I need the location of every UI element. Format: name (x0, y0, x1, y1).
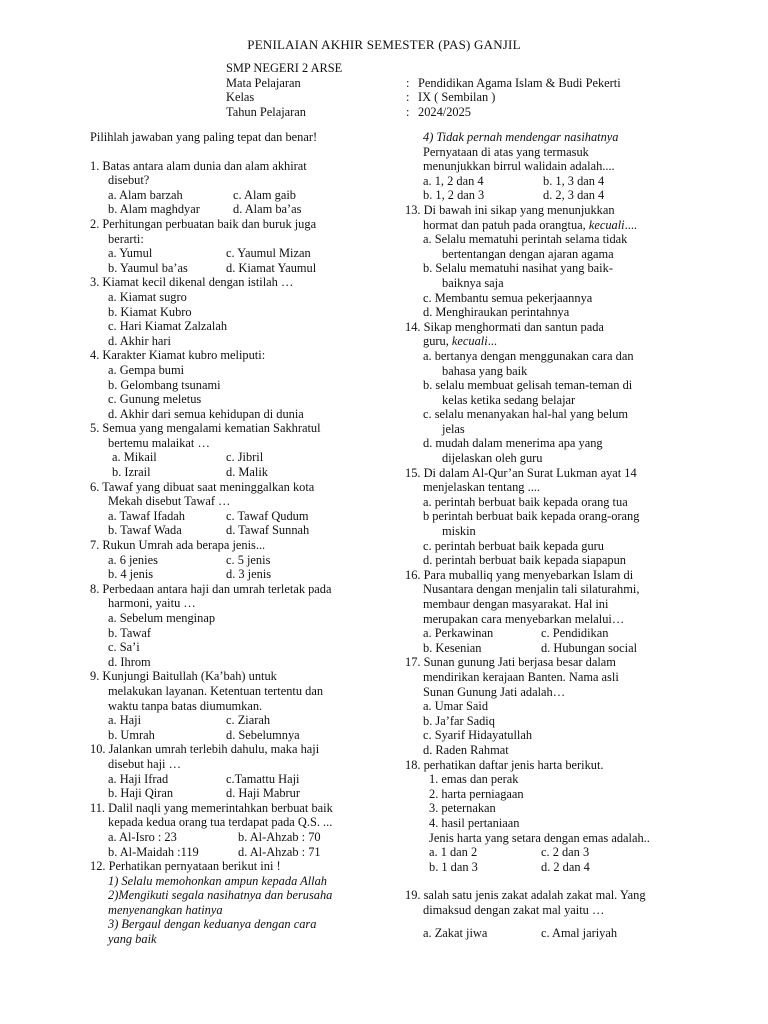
option-d[interactable]: d. Al-Ahzab : 71 (238, 844, 321, 859)
option-b[interactable]: b. Tawaf Wada (108, 523, 182, 538)
question-text (405, 334, 705, 349)
option-c[interactable]: c. Ziarah (226, 713, 271, 728)
option-c[interactable]: c. selalu menanyakan hal-hal yang belum (423, 407, 629, 422)
question-11 (90, 801, 390, 859)
option-c[interactable]: c. perintah berbuat baik kepada guru (423, 538, 604, 553)
statement-2-cont: menyenangkan hatinya (108, 902, 223, 917)
option-a[interactable]: a. Al-Isro : 23 (108, 829, 177, 844)
option-c[interactable]: c. Syarif Hidayatullah (423, 728, 533, 743)
option-row (90, 830, 390, 845)
option-d[interactable]: d. 2 dan 4 (541, 859, 590, 874)
question-text: 4. Karakter Kiamat kubro meliputi: (90, 348, 266, 363)
option-b[interactable]: b. Yaumul ba’as (108, 260, 188, 275)
colon: : (406, 90, 410, 105)
option-b[interactable]: b. selalu membuat gelisah teman-teman di (423, 378, 633, 393)
subject-label: Mata Pelajaran (226, 75, 301, 90)
question-text: melakukan layanan. Ketentuan tertentu dan (108, 683, 324, 698)
option-c[interactable]: c. Pendidikan (541, 626, 609, 641)
option-b[interactable]: b. Umrah (108, 727, 155, 742)
option-c[interactable]: c. Amal jariyah (541, 926, 618, 941)
question-text: bertemu malaikat … (108, 435, 210, 450)
class-label: Kelas (226, 90, 255, 105)
option-c[interactable]: c. Hari Kiamat Zalzalah (108, 319, 228, 334)
option-a[interactable]: a. Umar Said (423, 699, 489, 714)
option-row (405, 641, 705, 656)
option-row (90, 465, 390, 480)
option-b[interactable]: b. Kiamat Kubro (108, 304, 192, 319)
option-c-cont[interactable]: jelas (442, 421, 465, 436)
option-b[interactable]: b. Izrail (112, 465, 151, 480)
question-10 (90, 742, 390, 800)
question-text: 17. Sunan gunung Jati berjasa besar dalam (405, 655, 616, 670)
question-text: 2. Perhitungan perbuatan baik dan buruk juga (90, 216, 317, 231)
question-text-part: ... (487, 334, 497, 349)
option-d[interactable]: d. Alam ba’as (233, 202, 302, 217)
option-b[interactable]: b. Al-Maidah :119 (108, 844, 199, 859)
option-c[interactable]: c. Gunung meletus (108, 392, 202, 407)
question-text: 16. Para muballiq yang menyebarkan Islam di (405, 567, 634, 582)
question-17 (405, 655, 705, 757)
question-text-part: .... (624, 217, 638, 232)
question-18 (405, 758, 705, 875)
option-d[interactable]: d. perintah berbuat baik kepada siapapun (423, 553, 626, 568)
question-text: membaur dengan masyarakat. Hal ini (423, 597, 609, 611)
class-row (226, 90, 706, 105)
option-a[interactable]: a. Yumul (108, 246, 153, 261)
instruction: Pilihlah jawaban yang paling tepat dan benar! (90, 130, 318, 144)
option-d[interactable]: d. Ihrom (108, 654, 151, 669)
question-12 (90, 859, 390, 947)
option-a[interactable]: a. Sebelum menginap (108, 611, 216, 625)
question-15 (405, 466, 705, 568)
option-d[interactable]: d. mudah dalam menerima apa yang (423, 436, 603, 451)
statement-3-cont: yang baik (108, 932, 157, 947)
statement-4: 4) Tidak pernah mendengar nasihatnya (423, 130, 619, 144)
option-c[interactable]: c. Sa’i (108, 640, 140, 655)
option-row (90, 202, 390, 217)
option-d[interactable]: d. Tawaf Sunnah (226, 523, 310, 538)
colon: : (406, 104, 410, 119)
option-c[interactable]: b. 1, 3 dan 4 (543, 173, 605, 188)
school-name-text: SMP NEGERI 2 ARSE (226, 61, 343, 75)
option-a[interactable]: a. Zakat jiwa (423, 926, 488, 941)
option-row (405, 845, 705, 860)
option-row (90, 553, 390, 568)
question-8 (90, 582, 390, 670)
question-6 (90, 480, 390, 538)
option-a[interactable]: a. Kiamat sugro (108, 289, 187, 304)
list-item: 1. emas dan perak (429, 772, 519, 787)
left-column (90, 130, 390, 947)
question-text: 1. Batas antara alam dunia dan alam akhirat (90, 158, 307, 173)
question-text-emphasis: kecuali (451, 334, 488, 349)
option-a[interactable]: a. Alam barzah (108, 187, 183, 202)
option-b[interactable]: b. Haji Qiran (108, 786, 174, 801)
question-text: 19. salah satu jenis zakat adalah zakat mal. Yang (405, 888, 646, 903)
statement-1: 1) Selalu memohonkan ampun kepada Allah (108, 873, 327, 888)
question-text: 8. Perbedaan antara haji dan umrah terletak pada (90, 581, 332, 596)
option-c[interactable]: c. 2 dan 3 (541, 845, 590, 860)
option-c[interactable]: c. 5 jenis (226, 552, 271, 567)
option-c[interactable]: b. Al-Ahzab : 70 (238, 829, 321, 844)
question-text: harmoni, yaitu … (108, 596, 196, 611)
question-text: 3. Kiamat kecil dikenal dengan istilah … (90, 275, 294, 290)
option-row (90, 188, 390, 203)
list-item: 4. hasil pertaniaan (429, 815, 520, 830)
option-row (90, 567, 390, 582)
question-text: 18. perhatikan daftar jenis harta berikut. (405, 757, 604, 772)
question-text: menunjukkan birrul walidain adalah.... (423, 159, 615, 174)
option-c[interactable]: c.Tamattu Haji (226, 771, 300, 786)
option-row (405, 626, 705, 641)
year-label: Tahun Pelajaran (226, 104, 306, 119)
statement-2: 2)Mengikuti segala nasihatnya dan berusaha (108, 888, 333, 903)
option-a-cont[interactable]: bertentangan dengan ajaran agama (442, 246, 614, 261)
question-text-part: hormat dan patuh pada orangtua, (423, 217, 589, 232)
question-text: 12. Perhatikan pernyataan berikut ini ! (90, 859, 281, 874)
question-text: kepada kedua orang tua terdapat pada Q.S. ... (108, 815, 333, 830)
question-text: 9. Kunjungi Baitullah (Ka’bah) untuk (90, 669, 277, 684)
question-text-emphasis: kecuali (588, 217, 625, 232)
subject-value: Pendidikan Agama Islam & Budi Pekerti (418, 75, 621, 90)
option-b-cont[interactable]: baiknya saja (442, 275, 504, 290)
question-text: Sunan Gunung Jati adalah… (423, 684, 566, 699)
option-b[interactable]: b. Kesenian (423, 640, 482, 655)
option-b[interactable]: b perintah berbuat baik kepada orang-orang (423, 509, 640, 524)
option-d[interactable]: d. Haji Mabrur (226, 786, 300, 801)
question-text: 15. Di dalam Al-Qur’an Surat Lukman ayat 14 (405, 465, 637, 480)
option-b[interactable]: b. Gelombang tsunami (108, 377, 221, 392)
question-text: dimaksud dengan zakat mal yaitu … (423, 902, 605, 917)
option-b[interactable]: b. 1, 2 dan 3 (423, 188, 485, 203)
option-b[interactable]: b. Alam maghdyar (108, 202, 200, 217)
colon: : (406, 75, 410, 90)
class-value: IX ( Sembilan ) (418, 90, 496, 105)
option-a[interactable]: a. Selalu mematuhi perintah selama tidak (423, 232, 628, 247)
question-9 (90, 669, 390, 742)
option-a[interactable]: a. 6 jenies (108, 552, 158, 567)
question-12-continued (405, 130, 705, 203)
question-text: disebut haji … (108, 756, 181, 771)
option-a[interactable]: a. 1, 2 dan 4 (423, 173, 484, 188)
option-a[interactable]: a. Haji (108, 713, 142, 728)
question-text: merupakan cara menyebarkan melalui… (423, 611, 625, 626)
question-text: 10. Jalankan umrah terlebih dahulu, maka haji (90, 742, 320, 757)
question-13 (405, 203, 705, 320)
question-14 (405, 320, 705, 466)
option-row (90, 450, 390, 465)
option-row (405, 860, 705, 875)
option-d[interactable]: d. Akhir hari (108, 333, 171, 348)
option-b-cont[interactable]: kelas ketika sedang belajar (442, 392, 576, 407)
question-5 (90, 421, 390, 479)
statement-3: 3) Bergaul dengan keduanya dengan cara (108, 917, 317, 932)
question-text (405, 218, 705, 233)
subject-row (226, 76, 706, 91)
year-value: 2024/2025 (418, 104, 472, 119)
question-3 (90, 275, 390, 348)
exam-header-info (226, 61, 706, 119)
question-text: berarti: (108, 231, 144, 246)
option-d[interactable]: d. Kiamat Yaumul (226, 260, 317, 275)
question-text: 6. Tawaf yang dibuat saat meninggalkan kota (90, 479, 315, 494)
option-b[interactable]: b. Tawaf (108, 625, 151, 640)
option-row (90, 786, 390, 801)
option-a[interactable]: a. Haji Ifrad (108, 771, 169, 786)
question-1 (90, 159, 390, 217)
question-16 (405, 568, 705, 656)
option-a[interactable]: a. Perkawinan (423, 626, 494, 641)
option-row (90, 845, 390, 860)
option-row (90, 509, 390, 524)
option-b[interactable]: b. 4 jenis (108, 567, 154, 582)
option-row (405, 926, 705, 941)
question-text: menjelaskan tentang .... (423, 480, 540, 495)
option-a[interactable]: a. Gempa bumi (108, 362, 185, 377)
question-text: Pernyataan di atas yang termasuk (423, 144, 589, 159)
list-item: 2. harta perniagaan (429, 786, 524, 801)
question-text: 11. Dalil naqli yang memerintahkan berbuat baik (90, 800, 333, 815)
option-c[interactable]: c. Yaumul Mizan (226, 246, 311, 261)
question-4 (90, 348, 390, 421)
question-text: 7. Rukun Umrah ada berapa jenis... (90, 538, 266, 553)
exam-title: PENILAIAN AKHIR SEMESTER (PAS) GANJIL (247, 37, 521, 52)
option-a-cont[interactable]: bahasa yang baik (442, 363, 528, 378)
option-d[interactable]: d. 2, 3 dan 4 (543, 188, 605, 203)
question-text: Mekah disebut Tawaf … (108, 494, 231, 509)
option-c[interactable]: c. Tawaf Qudum (226, 508, 309, 523)
question-text: disebut? (108, 173, 150, 188)
option-c[interactable]: c. Jibril (226, 450, 264, 465)
question-19 (405, 888, 705, 941)
option-row (90, 728, 390, 743)
question-text: 5. Semua yang mengalami kematian Sakhratul (90, 421, 321, 436)
option-a[interactable]: a. bertanya dengan menggunakan cara dan (423, 348, 634, 363)
option-a[interactable]: a. Tawaf Ifadah (108, 508, 185, 523)
option-a[interactable]: a. perintah berbuat baik kepada orang tua (423, 494, 628, 509)
option-row (90, 772, 390, 787)
option-c[interactable]: c. Alam gaib (233, 187, 296, 202)
question-7 (90, 538, 390, 582)
year-row (226, 105, 706, 120)
option-d[interactable]: d. 3 jenis (226, 567, 272, 582)
list-item: 3. peternakan (429, 801, 496, 816)
option-row (90, 713, 390, 728)
option-row (90, 523, 390, 538)
question-text: 14. Sikap menghormati dan santun pada (405, 319, 604, 334)
question-text: Jenis harta yang setara dengan emas adalah.. (429, 830, 650, 845)
option-b[interactable]: b. 1 dan 3 (429, 859, 478, 874)
option-d[interactable]: d. Raden Rahmat (423, 742, 509, 757)
option-d[interactable]: d. Menghiraukan perintahnya (423, 305, 570, 320)
option-d[interactable]: d. Akhir dari semua kehidupan di dunia (108, 406, 304, 421)
question-text: Nusantara dengan menjalin tali silaturahmi, (423, 582, 640, 597)
option-row (90, 261, 390, 276)
option-row (405, 188, 705, 203)
question-text: mendirikan kerajaan Banten. Nama asli (423, 669, 619, 684)
option-b[interactable]: b. Selalu mematuhi nasihat yang baik- (423, 261, 613, 276)
question-2 (90, 217, 390, 275)
option-d-cont[interactable]: dijelaskan oleh guru (442, 451, 543, 466)
option-row (90, 246, 390, 261)
option-b[interactable]: b. Ja’far Sadiq (423, 713, 495, 728)
option-d[interactable]: d. Sebelumnya (226, 727, 300, 742)
option-a[interactable]: a. Mikail (112, 450, 157, 465)
school-name (226, 61, 706, 76)
option-d[interactable]: d. Hubungan social (541, 640, 638, 655)
option-a[interactable]: a. 1 dan 2 (429, 845, 478, 860)
question-text-part: guru, (423, 334, 452, 349)
right-column (405, 130, 705, 941)
option-row (405, 174, 705, 189)
question-text: 13. Di bawah ini sikap yang menunjukkan (405, 202, 615, 217)
question-text: waktu tanpa batas diumumkan. (108, 698, 263, 713)
option-d[interactable]: d. Malik (226, 465, 268, 480)
option-c[interactable]: c. Membantu semua pekerjaannya (423, 290, 593, 305)
option-b-cont[interactable]: miskin (442, 524, 476, 539)
